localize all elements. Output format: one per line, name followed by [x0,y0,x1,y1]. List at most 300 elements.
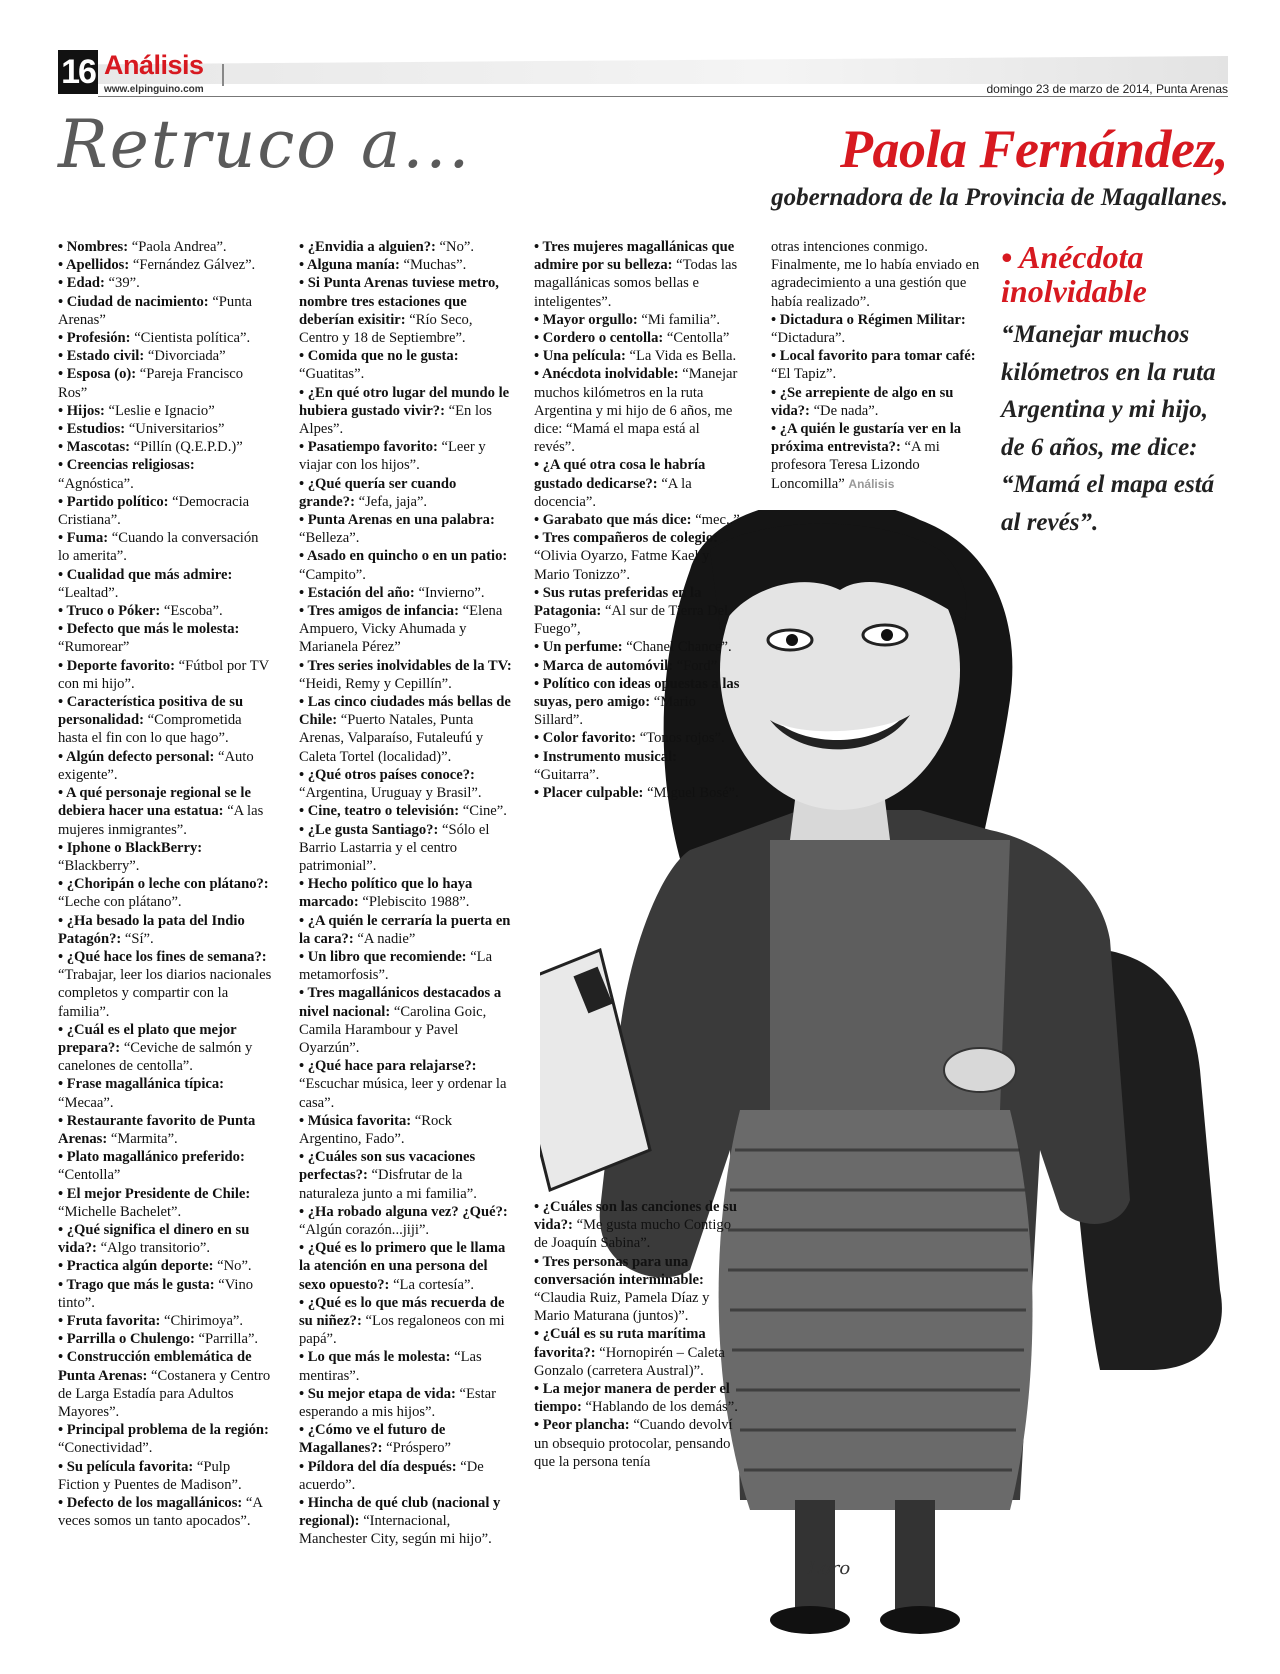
qa-answer: “Río Seco, Centro y 18 de Septiembre”. [299,311,473,347]
qa-item [58,347,273,365]
qa-item [58,493,273,529]
qa-answer: “A veces somos un tanto apocados”. [58,1495,263,1530]
qa-question: • Deporte favorito: [58,657,175,674]
qa-question: • Cine, teatro o televisión: [299,803,460,820]
qa-answer: “Rock Argentino, Fado”. [299,1112,453,1147]
qa-item [299,475,514,511]
sidebar-heading [1001,240,1231,308]
qa-item [58,839,273,875]
qa-item [534,784,742,802]
qa-question: • Comida que no le gusta: [299,348,459,365]
qa-item [58,1075,273,1111]
qa-question: • Local favorito para tomar café: [771,348,976,365]
qa-answer: “Guitarra”. [534,766,600,783]
sidebar-quote: “Manejar muchos kilómetros en la ruta Argentina y mi hijo, de 6 años, me dice: “Mamá el mapa está al revés”. [1001,321,1216,536]
qa-question: • Tres series inolvidables de la TV: [299,657,512,674]
qa-answer: “Disfrutar de la naturaleza junto a mi familia”. [299,1167,477,1202]
qa-question: • Construcción emblemática de Punta Arenas: [58,1349,252,1384]
qa-item [299,875,514,911]
qa-answer: “A las mujeres inmigrantes”. [58,803,264,838]
qa-answer: “Olivia Oyarzo, Fatme Kael y Mario Tonizzo”. [534,548,710,583]
qa-item [771,311,984,347]
qa-question: • Defecto que más le molesta: [58,621,240,638]
qa-answer: “Mario Sillard”. [534,694,696,729]
qa-question: • Político con ideas opuestas a las suyas, pero amigo: [534,675,740,711]
qa-item [58,1330,273,1348]
qa-answer: “Trabajar, leer los diarios nacionales completos y compartir con la familia”. [58,967,272,1020]
qa-question: • Estación del año: [299,584,415,601]
qa-item [299,1458,514,1494]
qa-item [58,748,273,784]
qa-question: • Esposa (o): [58,366,137,383]
qa-item [534,347,742,365]
qa-answer: “Fútbol por TV con mi hijo”. [58,657,269,692]
qa-question: • Marca de automóvil: [534,657,673,674]
qa-item [58,1021,273,1076]
qa-item [534,511,742,529]
qa-item [299,511,514,547]
qa-answer: “Manejar muchos kilómetros en la ruta Argentina y mi hijo de 6 años, me dice: “Mamá el mapa está al revés”. [534,366,738,456]
qa-item [58,256,273,274]
qa-answer: “No”. [439,239,474,255]
qa-item [534,657,742,675]
qa-answer: “Algún corazón...jiji”. [299,1221,430,1238]
qa-item [534,729,742,747]
qa-column-3 [534,238,742,802]
qa-question: • Hijos: [58,402,105,419]
qa-question: • Apellidos: [58,257,130,274]
qa-item [299,1239,514,1294]
qa-answer: “Internacional, Manchester City, según mi hijo”. [299,1513,492,1548]
qa-answer: “De acuerdo”. [299,1458,484,1493]
qa-answer: “Lealtad”. [58,584,119,601]
qa-answer: “Me gusta mucho Contigo de Joaquín Sabina”. [534,1217,732,1252]
qa-answer: “Campito”. [299,566,366,583]
qa-item [58,1148,273,1184]
qa-answer: “Vino tinto”. [58,1276,254,1311]
qa-answer: “Ford” [676,657,718,674]
qa-answer: otras intenciones conmigo. Finalmente, me lo había enviado en agradecimiento a una gestión que había realizado”. [771,239,980,310]
qa-item [58,365,273,401]
qa-item [58,566,273,602]
qa-question: • ¿Choripán o leche con plátano?: [58,876,269,893]
qa-question: • ¿Se arrepiente de algo en su vida?: [771,384,954,419]
qa-answer: “Carolina Goic, Camila Harambour y Pavel Oyarzún”. [299,1003,487,1056]
qa-question: • Defecto de los magallánicos: [58,1495,243,1512]
qa-answer: “Sólo el Barrio Lastarria y el centro patrimonial”. [299,821,490,874]
qa-item [534,1325,748,1380]
qa-answer: “Argentina, Uruguay y Brasil”. [299,785,482,802]
qa-question: • ¿A quién le cerraría la puerta en la cara?: [299,912,511,947]
qa-item [299,802,514,820]
qa-question: • Un perfume: [534,639,623,656]
qa-item [58,274,273,292]
qa-item [299,584,514,602]
qa-answer: “Ceviche de salmón y canelones de centolla”. [58,1039,253,1075]
qa-item [299,347,514,383]
qa-answer: “El Tapiz”. [771,366,837,383]
qa-item [771,384,984,420]
qa-answer: “Sí”. [124,930,154,947]
qa-answer: “Dictadura”. [771,330,846,347]
header-separator [222,64,224,86]
qa-question: • Dictadura o Régimen Militar: [771,311,966,328]
qa-item [58,438,273,456]
page-header [58,46,1228,106]
qa-question: • Las cinco ciudades más bellas de Chile: [299,694,511,729]
qa-column-4 [771,238,984,493]
qa-item [771,420,984,493]
qa-answer: “Próspero” [386,1440,452,1457]
qa-answer: “Al sur de Tierra Del Fuego”, [534,603,729,638]
qa-answer: “Mi familia”. [641,311,721,328]
qa-question: • Hecho político que lo haya marcado: [299,876,473,911]
qa-item [534,311,742,329]
qa-question: • Estado civil: [58,348,145,365]
qa-item [58,1185,273,1221]
qa-item [58,948,273,1021]
qa-item [58,602,273,620]
qa-item [299,693,514,766]
qa-answer: “Plebiscito 1988”. [362,894,470,911]
qa-item [58,784,273,839]
qa-question: • Algún defecto personal: [58,748,215,765]
qa-question: • Si Punta Arenas tuviese metro, nombre tres estaciones que deberían exisitir: [299,275,499,328]
qa-question: • Cordero o centolla: [534,330,664,347]
qa-question: • ¿Ha besado la pata del Indio Patagón?: [58,912,245,947]
qa-item [58,875,273,911]
qa-question: • A qué personaje regional se le debiera hacer una estatua: [58,785,251,820]
qa-answer: “mec..” [695,512,740,529]
qa-question: • Frase magallánica típica: [58,1076,225,1093]
qa-question: • Practica algún deporte: [58,1258,214,1275]
qa-question: • Tres personas para una conversación interminable: [534,1253,704,1288]
qa-answer: “Conectividad”. [58,1440,153,1457]
qa-answer: “Puerto Natales, Punta Arenas, Valparaíso, Futaleufú y Caleta Tortel (localidad)”. [299,712,484,765]
qa-item [58,402,273,420]
qa-item [58,693,273,748]
qa-question: • Restaurante favorito de Punta Arenas: [58,1112,256,1147]
qa-answer: “Claudia Ruiz, Pamela Díaz y Mario Maturana (juntos)”. [534,1290,710,1325]
qa-item [299,1203,514,1239]
qa-question: • Alguna manía: [299,257,400,274]
qa-question: • ¿En qué otro lugar del mundo le hubiera gustado vivir?: [299,384,510,419]
qa-item [299,766,514,802]
qa-question: • Cualidad que más admire: [58,566,233,583]
qa-answer: “De nada”. [813,402,879,419]
qa-item [58,1112,273,1148]
qa-item [534,529,742,584]
qa-question: • Parrilla o Chulengo: [58,1331,195,1348]
qa-answer: “Cientista política”. [134,330,251,347]
qa-item [58,293,273,329]
qa-item [58,529,273,565]
qa-answer: “Universitarios” [128,421,225,438]
qa-answer: “La cortesía”. [393,1276,475,1293]
qa-question: • ¿Qué significa el dinero en su vida?: [58,1221,250,1257]
qa-answer: “Heidi, Remy y Cepillín”. [299,675,452,692]
qa-answer: “Leer y viajar con los hijos”. [299,439,486,474]
interviewee-name: Paola Fernández, [839,119,1228,179]
qa-question: • Tres mujeres magallánicas que admire por su belleza: [534,239,735,274]
qa-item [771,347,984,383]
qa-item [299,1112,514,1148]
qa-item [58,1276,273,1312]
qa-question: • ¿Cuáles son las canciones de su vida?: [534,1199,737,1234]
qa-item [58,620,273,656]
qa-item [534,638,742,656]
qa-answer: “Centolla” [666,330,730,347]
qa-answer: “Leslie e Ignacio” [108,402,215,419]
qa-question: • ¿A qué otra cosa le habría gustado dedicarse?: [534,457,706,492]
qa-answer: “Belleza”. [299,530,360,547]
qa-item [534,238,742,311]
qa-answer: “Mecaa”. [58,1094,114,1111]
qa-answer: “Todas las magallánicas somos bellas e inteligentes”. [534,257,738,310]
page-number: 16 [58,50,98,94]
qa-question: • Estudios: [58,421,126,438]
qa-question: • Píldora del día después: [299,1458,457,1475]
qa-item [299,1294,514,1349]
qa-item [58,329,273,347]
qa-item [534,1380,748,1416]
brand-logo: Análisis [104,50,204,80]
qa-item [299,602,514,657]
qa-answer: “Auto exigente”. [58,748,254,783]
qa-question: • Fruta favorita: [58,1312,161,1329]
qa-item [299,1057,514,1112]
qa-answer: “Centolla” [58,1167,121,1184]
qa-question: • Tres magallánicos destacados a nivel nacional: [299,985,502,1020]
qa-item [534,365,742,456]
qa-answer: “Guatitas”. [299,366,365,383]
qa-question: • Iphone o BlackBerry: [58,839,203,856]
qa-question: • Tres amigos de infancia: [299,603,459,620]
qa-answer: “Comprometida hasta el fin con lo que hago”. [58,712,242,747]
qa-answer: “Marmita”. [110,1130,178,1147]
qa-column-2 [299,238,514,1549]
qa-answer: “Hornopirén – Caleta Gonzalo (carretera Austral)”. [534,1344,725,1379]
qa-item [534,1253,748,1326]
qa-item [58,657,273,693]
end-mark-logo: Análisis [848,476,895,491]
qa-answer: “Blackberry”. [58,857,140,874]
qa-question: • El mejor Presidente de Chile: [58,1185,251,1202]
qa-question: • Partido político: [58,493,169,510]
qa-answer: “La metamorfosis”. [299,948,493,984]
qa-question: • Su mejor etapa de vida: [299,1385,456,1402]
qa-item [299,1348,514,1384]
qa-answer: “Tonos rojos”. [639,730,725,747]
interviewee-role: gobernadora de la Provincia de Magallanes. [771,184,1228,211]
qa-item [299,238,514,256]
qa-question: • Mayor orgullo: [534,311,638,328]
qa-answer: “A nadie” [357,930,416,947]
qa-question: • Instrumento musical: [534,748,677,765]
qa-answer: “Las mentiras”. [299,1349,482,1384]
qa-question: • Sus rutas preferidas en la Patagonia: [534,584,702,620]
qa-question: • ¿Qué hace para relajarse?: [299,1058,477,1075]
qa-item [299,984,514,1057]
qa-question: • ¿Qué otros países conoce?: [299,766,475,783]
qa-item [58,238,273,256]
qa-question: • Pasatiempo favorito: [299,439,438,456]
qa-answer: “Fernández Gálvez”. [132,257,256,274]
qa-question: • Una película: [534,348,626,365]
qa-answer: “A mi profesora Teresa Lizondo Loncomilla” [771,439,940,492]
qa-column-5 [534,1198,748,1471]
qa-answer: “Algo transitorio”. [100,1240,211,1257]
qa-answer: “Pareja Francisco Ros” [58,366,244,401]
qa-answer: “Cine”. [462,803,507,820]
qa-item [534,584,742,639]
qa-answer: “Paola Andrea”. [131,239,227,255]
qa-question: • Principal problema de la región: [58,1422,269,1439]
qa-question: • ¿Qué es lo primero que le llama la atención en una persona del sexo opuesto?: [299,1240,506,1293]
qa-answer: “Leche con plátano”. [58,894,182,911]
qa-question: • Asado en quincho o en un patio: [299,548,508,565]
header-rule [98,96,1228,97]
qa-answer: “No”. [217,1258,252,1275]
qa-item [534,1416,748,1471]
qa-item [58,1348,273,1421]
qa-question: • Música favorita: [299,1112,412,1129]
qa-question: • ¿Cuáles son sus vacaciones perfectas?: [299,1149,476,1184]
qa-question: • La mejor manera de perder el tiempo: [534,1381,730,1416]
qa-question: • ¿A quién le gustaría ver en la próxima entrevista?: [771,421,962,456]
qa-item [299,547,514,583]
qa-question: • ¿Cómo ve el futuro de Magallanes?: [299,1422,446,1457]
sidebar-bullet: • [1001,239,1013,275]
qa-answer: “Cuando la conversación lo amerita”. [58,530,259,565]
qa-item [299,438,514,474]
qa-answer: “39”. [108,275,140,292]
qa-item [299,384,514,439]
qa-item [58,1221,273,1257]
qa-answer: “Punta Arenas” [58,293,253,328]
qa-item [58,1257,273,1275]
qa-item [299,657,514,693]
qa-question: • ¿Cuál es su ruta marítima favorita?: [534,1326,706,1361]
qa-item [58,1312,273,1330]
qa-item [771,238,984,311]
qa-answer: “Hablando de los demás”. [585,1399,738,1416]
sidebar-heading-text: Anécdota inolvidable [1001,239,1147,309]
qa-question: • ¿Qué quería ser cuando grande?: [299,475,457,510]
qa-item [58,1421,273,1457]
qa-question: • Su película favorita: [58,1458,194,1475]
qa-item [299,821,514,876]
qa-item [534,1198,748,1253]
qa-answer: “Escuchar música, leer y ordenar la casa”. [299,1076,507,1111]
qa-answer: “En los Alpes”. [299,402,492,438]
qa-answer: “Pulp Fiction y Puentes de Madison”. [58,1458,242,1493]
qa-answer: “Divorciada” [147,348,226,365]
qa-question: • Garabato que más dice: [534,512,692,529]
qa-answer: “Los regaloneos con mi papá”. [299,1312,505,1348]
qa-answer: “Costanera y Centro de Larga Estadía para Adultos Mayores”. [58,1367,271,1420]
qa-answer: “Estar esperando a mis hijos”. [299,1385,496,1420]
qa-question: • Color favorito: [534,730,637,747]
qa-column-1 [58,238,273,1530]
qa-question: • ¿Qué es lo que más recuerda de su niñez?: [299,1294,505,1329]
qa-item [58,420,273,438]
qa-item [299,256,514,274]
qa-question: • ¿Envidia a alguien?: [299,239,436,255]
qa-answer: “Pillín (Q.E.P.D.)” [133,439,243,456]
qa-answer: “Elena Ampuero, Vicky Ahumada y Marianela Pérez” [299,603,503,656]
qa-question: • Edad: [58,275,105,292]
qa-answer: “A la docencia”. [534,475,692,510]
illustrator-signature: Loro [808,1558,851,1579]
qa-question: • ¿Qué hace los fines de semana?: [58,948,267,965]
qa-question: • Trago que más le gusta: [58,1276,215,1293]
qa-answer: “Parrilla”. [198,1331,259,1348]
qa-question: • Ciudad de nacimiento: [58,293,209,310]
qa-answer: “Chirimoya”. [164,1312,244,1329]
qa-item [58,1494,273,1530]
qa-item [58,456,273,492]
qa-question: • Punta Arenas en una palabra: [299,512,495,529]
qa-answer: “La Vida es Bella. [629,348,737,365]
qa-item [58,1458,273,1494]
qa-question: • ¿Cuál es el plato que mejor prepara?: [58,1021,237,1056]
qa-item [534,456,742,511]
qa-item [299,1148,514,1203]
qa-item [534,329,742,347]
section-kicker: Retruco a... [58,106,472,183]
qa-question: • Plato magallánico preferido: [58,1149,245,1166]
qa-answer: “Democracia Cristiana”. [58,493,250,529]
qa-question: • Hincha de qué club (nacional y regional): [299,1495,501,1530]
qa-question: • Truco o Póker: [58,603,161,620]
qa-question: • Anécdota inolvidable: [534,366,679,383]
qa-item [58,912,273,948]
qa-question: • Creencias religiosas: [58,457,195,474]
qa-answer: “Invierno”. [418,584,485,601]
qa-answer: “Muchas”. [403,257,467,274]
qa-item [299,274,514,347]
qa-answer: “Jefa, jaja”. [358,493,428,510]
qa-answer: “Cuando devolví un obsequio protocolar, pensando que la persona tenía [534,1417,733,1470]
qa-question: • ¿Ha robado alguna vez? ¿Qué?: [299,1203,508,1220]
qa-answer: “Miguel Bosé”. [647,785,739,802]
header-band [88,56,1228,84]
qa-answer: “Michelle Bachelet”. [58,1203,182,1220]
qa-item [299,948,514,984]
qa-question: • Lo que más le molesta: [299,1349,451,1366]
qa-answer: “Agnóstica”. [58,475,134,492]
qa-item [299,912,514,948]
qa-item [299,1385,514,1421]
qa-question: • ¿Le gusta Santiago?: [299,821,439,838]
qa-question: • Mascotas: [58,439,130,456]
qa-item [299,1494,514,1549]
qa-answer: “Rumorear” [58,639,130,656]
qa-answer: “Chanel Chance”. [626,639,732,656]
qa-question: • Fuma: [58,530,109,547]
qa-item [534,748,742,784]
qa-answer: “Escoba”. [163,603,223,620]
qa-item [299,1421,514,1457]
qa-question: • Nombres: [58,239,129,255]
qa-question: • Característica positiva de su personalidad: [58,694,244,729]
qa-question: • Tres compañeros de colegio: [534,530,718,547]
brand-website: www.elpinguino.com [104,84,204,95]
qa-question: • Profesión: [58,330,131,347]
qa-question: • Placer culpable: [534,785,644,802]
qa-question: • Un libro que recomiende: [299,948,467,965]
